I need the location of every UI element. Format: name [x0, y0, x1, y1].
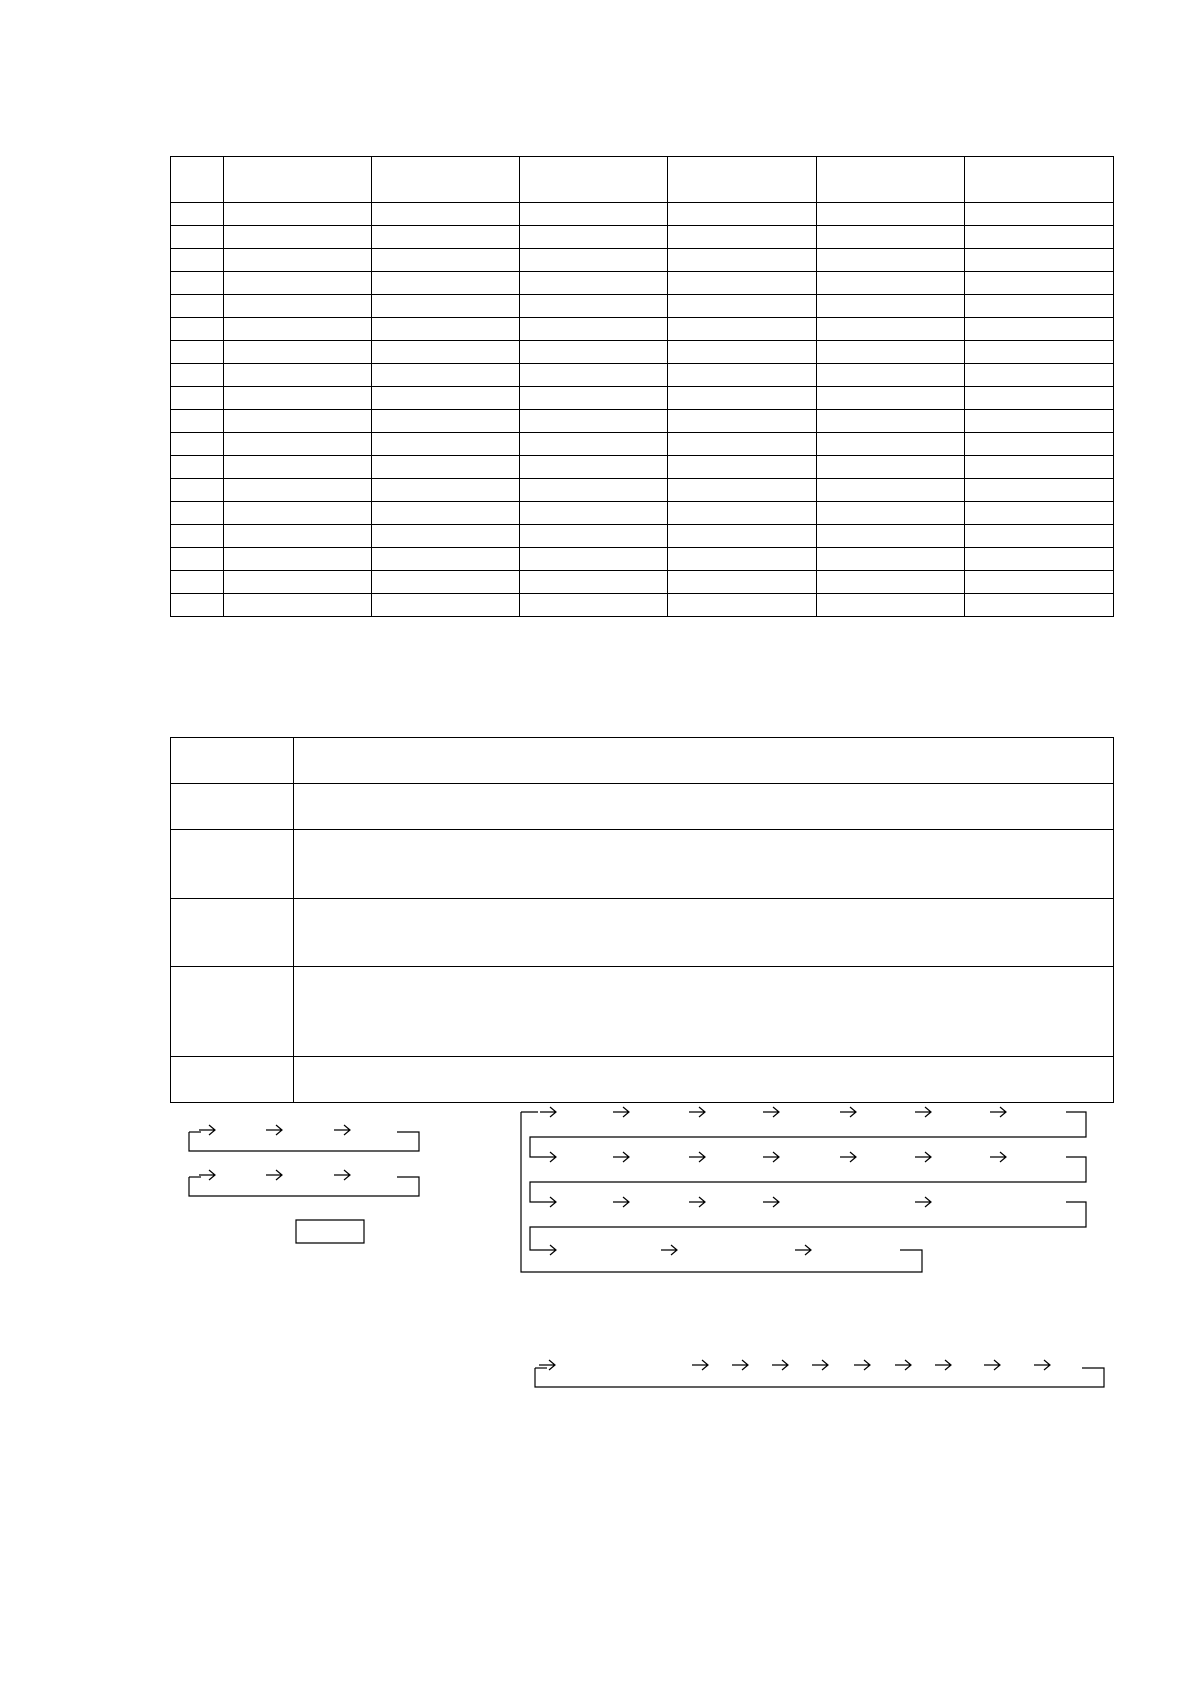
flow-arrow [763, 1152, 779, 1162]
flow-arrow [689, 1152, 705, 1162]
flow-arrow [613, 1152, 629, 1162]
flow-arrow [915, 1197, 931, 1207]
flow-arrow [732, 1360, 748, 1370]
flow-arrow [772, 1360, 788, 1370]
flow-arrow [990, 1107, 1006, 1117]
loop-line-right-row-1 [530, 1112, 1086, 1157]
flow-arrow [854, 1360, 870, 1370]
flow-arrow [915, 1152, 931, 1162]
loop-line-left-1 [189, 1132, 419, 1151]
flow-arrow [763, 1197, 779, 1207]
loop-line-right-outer [521, 1112, 922, 1272]
flow-arrow [613, 1197, 629, 1207]
flow-arrow [895, 1360, 911, 1370]
small-empty-box [296, 1220, 364, 1243]
flow-arrow [984, 1360, 1000, 1370]
flow-arrow [840, 1152, 856, 1162]
flow-arrow [613, 1107, 629, 1117]
flow-arrow [540, 1107, 556, 1117]
flow-arrow [1034, 1360, 1050, 1370]
loop-line-right-row-2 [530, 1157, 1086, 1202]
flow-arrow [840, 1107, 856, 1117]
flow-arrow [540, 1152, 556, 1162]
flow-arrow [692, 1360, 708, 1370]
flow-arrow [795, 1245, 811, 1255]
flow-arrow [935, 1360, 951, 1370]
loop-line-right-row-3 [530, 1202, 1086, 1250]
flow-arrow [266, 1170, 282, 1180]
flow-arrow [689, 1107, 705, 1117]
loop-line-bottom [535, 1368, 1104, 1387]
flow-arrow [266, 1125, 282, 1135]
flow-arrow [334, 1125, 350, 1135]
flow-arrow [812, 1360, 828, 1370]
flow-arrow [915, 1107, 931, 1117]
flow-arrow [990, 1152, 1006, 1162]
flow-arrow [689, 1197, 705, 1207]
flow-arrow [540, 1197, 556, 1207]
flow-arrow [199, 1170, 215, 1180]
flow-arrow [199, 1125, 215, 1135]
flow-arrow [661, 1245, 677, 1255]
flow-arrow [763, 1107, 779, 1117]
flow-arrow [540, 1245, 556, 1255]
loop-line-left-2 [189, 1177, 419, 1196]
flow-arrow [334, 1170, 350, 1180]
